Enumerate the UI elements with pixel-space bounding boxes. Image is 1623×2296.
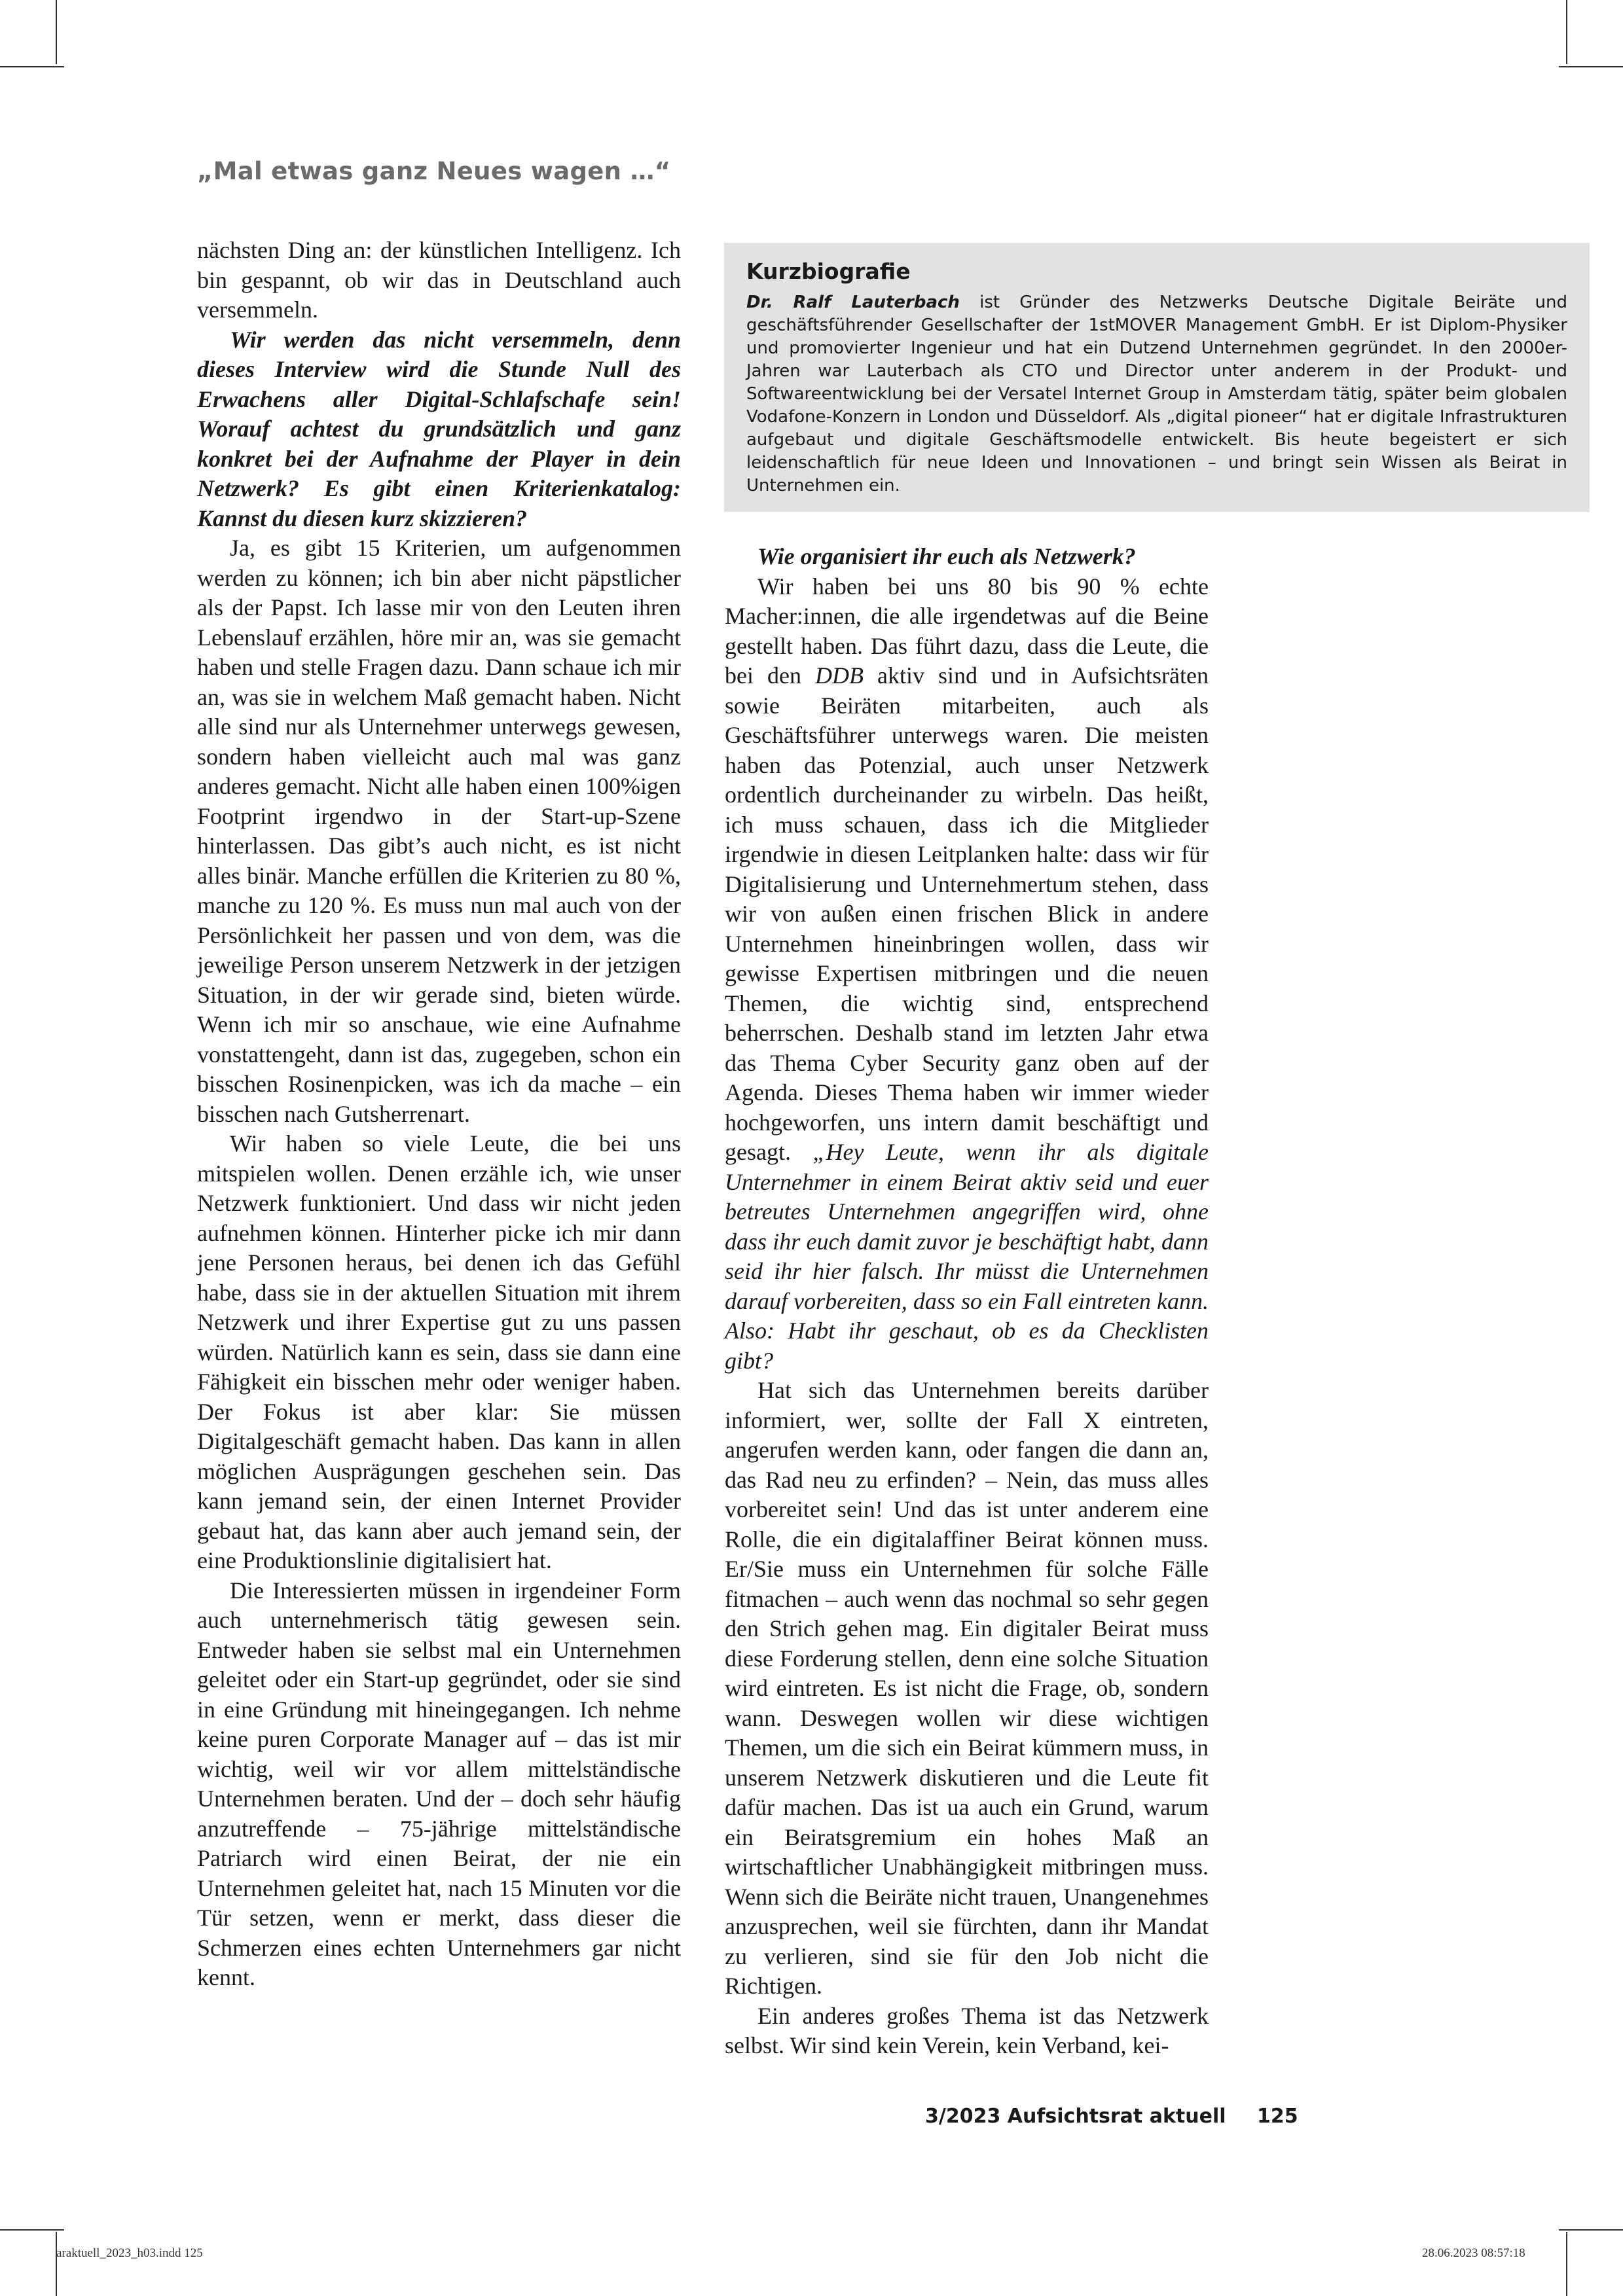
left-column [197, 236, 681, 1993]
body-paragraph: Ein anderes großes Thema ist das Netzwerk selbst. Wir sind kein Verein, kein Verband, kei- [725, 2002, 1209, 2058]
body-paragraph [725, 572, 1209, 1376]
interview-question: Wir werden das nicht versemmeln, denn dieses Interview wird die Stunde Null des Erwachens aller Digital-Schlafschafe sein! Worauf achtest du grundsätzlich und ganz konkret bei der Aufnahme der Player in dein Netzwerk? Es gibt einen Kriterienkatalog: Kannst du diesen kurz skizzieren? [197, 326, 681, 531]
body-paragraph: Die Interessierten müssen in irgendeiner Form auch unternehmerisch tätig gewesen sein. Entweder haben sie selbst mal ein Unternehmen geleitet oder ein Start-up gegründet, oder sie sind in eine Gründung mit hineingegangen. Ich nehme keine puren Corporate Manager auf – das ist mir wichtig, weil wir vor allem mittelständische Unternehmen beraten. Und der – doch sehr häufig anzutreffende – 75-jährige mittelständische Patriarch wird einen Beirat, der nie ein Unternehmen geleitet hat, nach 15 Minuten vor die Tür setzen, wenn er merkt, dass dieser die Schmerzen eines echten Unternehmers gar nicht kennt. [197, 1577, 681, 1990]
crop-mark-top-right-horizontal [1559, 66, 1623, 67]
abbreviation-ddb: DDB [814, 662, 864, 689]
folio-issue: 3/2023 Aufsichtsrat aktuell [925, 2105, 1226, 2128]
bio-text [746, 291, 1567, 497]
body-text: aktiv sind und in Aufsichtsräten sowie Beiräten mitarbeiten, auch als Geschäftsführer unterwegs waren. Die meisten haben das Potenzial, auch unser Netzwerk ordentlich durcheinander zu wirbeln. Das heißt, ich muss schauen, dass ich die Mitglieder irgendwie in diesen Leitplanken halte: dass wir für Digitalisierung und Unternehmertum stehen, dass wir von außen einen frischen Blick in andere Unternehmen hineinbringen wollen, dass wir gewisse Expertisen mitbringen und die neuen Themen, die wichtig sind, entsprechend beherrschen. Deshalb stand im letzten Jahr etwa das Thema Cyber Security ganz oben auf der Agenda. Dieses Thema haben wir immer wieder hochgeworfen, uns intern damit beschäftigt und gesagt. [725, 662, 1209, 1165]
running-head: „Mal etwas ganz Neues wagen …“ [197, 157, 671, 185]
crop-mark-top-right [1566, 0, 1567, 64]
right-column [725, 542, 1209, 2061]
crop-mark-top-left [56, 0, 57, 64]
page-number: 125 [1257, 2105, 1298, 2128]
print-slug-timestamp: 28.06.2023 08:57:18 [1422, 2246, 1525, 2260]
print-slug-file: araktuell_2023_h03.indd 125 [56, 2246, 203, 2260]
body-paragraph: Ja, es gibt 15 Kriterien, um aufgenommen werden zu können; ich bin aber nicht päpstlicher als der Papst. Ich lasse mir von den Leuten ihren Lebenslauf erzählen, höre mir an, was sie gemacht haben und stelle Fragen dazu. Dann schaue ich mir an, was sie in welchem Maß gemacht haben. Nicht alle sind nur als Unternehmer unterwegs gewesen, sondern haben vielleicht auch mal was ganz anderes gemacht. Nicht alle haben einen 100%igen Footprint irgendwo in der Start-up-Szene hinterlassen. Das gibt’s auch nicht, es ist nicht alles binär. Manche erfüllen die Kriterien zu 80 %, manche zu 120 %. Es muss nun mal auch von der Persönlichkeit her passen und von dem, was die jeweilige Person unserem Netzwerk in der jetzigen Situation, in der wir gerade sind, bieten würde. Wenn ich mir so anschaue, wie eine Aufnahme vonstattengeht, dann ist das, zugegeben, schon ein bisschen Rosinenpicken, was ich da mache – ein bisschen nach Gutsherrenart. [197, 535, 681, 1127]
body-paragraph: nächsten Ding an: der künstlichen Intelligenz. Ich bin gespannt, ob wir das in Deutschland auch versemmeln. [197, 237, 681, 323]
bio-body: ist Gründer des Netzwerks Deutsche Digitale Beiräte und geschäftsführender Gesellschafter der 1stMOVER Management GmbH. Er ist Diplom-Physiker und promovierter Ingenieur und hat ein Dutzend Unternehmen gegründet. In den 2000er-Jahren war Lauterbach als CTO und Director unter anderem in der Produkt- und Softwareentwicklung bei der Versatel Internet Group in Amsterdam tätig, später beim globalen Vodafone-Konzern in London und Düsseldorf. Als „digital pioneer“ hat er digitale Infrastrukturen aufgebaut und digitale Geschäftsmodelle entwickelt. Bis heute begeistert er sich leidenschaftlich für neue Ideen und Innovationen – und bringt sein Wissen als Beirat in Unternehmen ein. [746, 293, 1567, 495]
quoted-speech: „Hey Leute, wenn ihr als digitale Unternehmer in einem Beirat aktiv seid und euer betreutes Unternehmen angegriffen wird, ohne dass ihr euch damit zuvor je beschäftigt habt, dann seid ihr hier falsch. Ihr müsst die Unternehmen darauf vorbereiten, dass so ein Fall eintreten kann. Also: Habt ihr geschaut, ob es da Checklisten gibt? [725, 1139, 1209, 1374]
bio-box [724, 243, 1590, 512]
interview-question: Wie organisiert ihr euch als Netzwerk? [757, 543, 1136, 569]
crop-mark-bottom-left [56, 2232, 57, 2296]
crop-mark-bottom-right-horizontal [1559, 2229, 1623, 2231]
crop-mark-bottom-left-horizontal [0, 2229, 64, 2231]
crop-mark-top-left-horizontal [0, 66, 64, 67]
body-text: Wir haben bei uns 80 bis 90 % echte Macher:innen, die alle irgendetwas auf die Beine gestellt haben. Das führt dazu, dass die Leute, die bei den [725, 573, 1209, 689]
bio-name: Dr. Ralf Lauterbach [746, 293, 960, 312]
body-paragraph: Wir haben so viele Leute, die bei uns mitspielen wollen. Denen erzähle ich, wie unser Netzwerk funktioniert. Und dass wir nicht jeden aufnehmen können. Hinterher picke ich mir dann jene Personen heraus, bei denen ich das Gefühl habe, dass sie in der aktuellen Situation mit ihrem Netzwerk und ihrer Expertise gut zu uns passen würden. Natürlich kann es sein, dass sie dann eine Fähigkeit ein bisschen mehr oder weniger haben. Der Fokus ist aber klar: Sie müssen Digitalgeschäft gemacht haben. Das kann in allen möglichen Ausprägungen geschehen sein. Das kann jemand sein, der einen Internet Provider gebaut hat, das kann aber auch jemand sein, der eine Produktionslinie digitalisiert hat. [197, 1130, 681, 1573]
body-paragraph: Hat sich das Unternehmen bereits darüber informiert, wer, sollte der Fall X eintreten, angerufen werden kann, oder fangen die dann an, das Rad neu zu erfinden? – Nein, das muss alles vorbereitet sein! Und das ist unter anderem eine Rolle, die ein digitalaffiner Beirat können muss. Er/Sie muss ein Unternehmen für solche Fälle fitmachen – auch wenn das nochmal so sehr gegen den Strich gehen mag. Ein digitaler Beirat muss diese Forderung stellen, denn eine solche Situation wird eintreten. Es ist nicht die Frage, ob, sondern wann. Deswegen wollen wir diese wichtigen Themen, um die sich ein Beirat kümmern muss, in unserem Netzwerk diskutieren und die Leute fit dafür machen. Das ist ua auch ein Grund, warum ein Beiratsgremium ein hohes Maß an wirtschaftlicher Unabhängigkeit mitbringen muss. Wenn sich die Beiräte nicht trauen, Unangenehmes anzusprechen, weil sie fürchten, dann ihr Mandat zu verlieren, sind sie für den Job nicht die Richtigen. [725, 1377, 1209, 1999]
crop-mark-bottom-right [1566, 2232, 1567, 2296]
bio-heading: Kurzbiografie [746, 259, 911, 284]
